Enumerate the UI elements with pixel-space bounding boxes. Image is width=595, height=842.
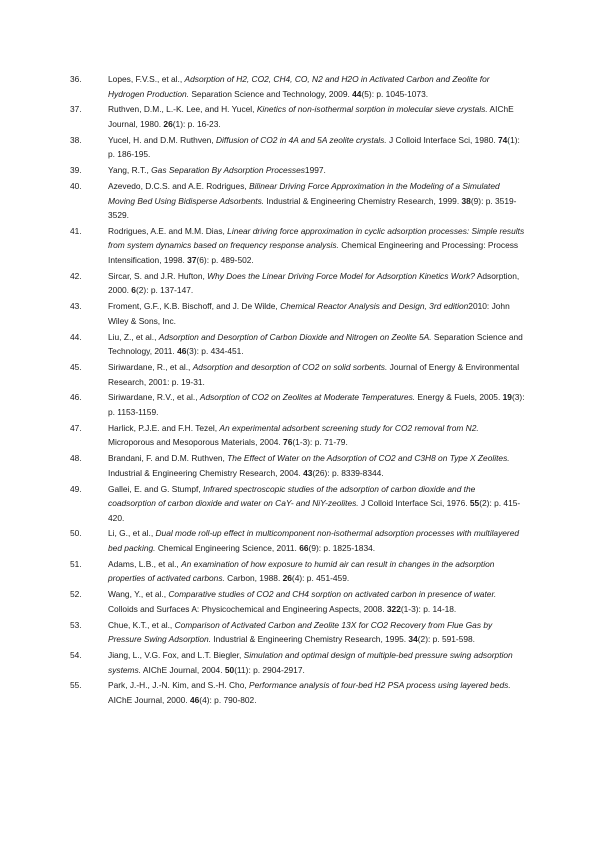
- reference-authors: Li, G., et al.,: [108, 528, 156, 539]
- reference-source: Adsorption, 2000.: [108, 270, 520, 296]
- reference-pages: (11): p. 2904-2917.: [234, 664, 305, 675]
- reference-title: The Effect of Water on the Adsorption of CO2 and C3H8 on Type X Zeolites.: [227, 453, 510, 464]
- reference-title: Chemical Reactor Analysis and Design, 3rd edition: [280, 301, 469, 312]
- reference-source: Industrial & Engineering Chemistry Research, 1995.: [211, 634, 409, 645]
- reference-volume: 76: [283, 437, 293, 448]
- reference-title: Linear driving force approximation in cyclic adsorption processes: Simple results from system dynamics based on frequency response analysis.: [108, 225, 525, 251]
- reference-authors: Ruthven, D.M., L.-K. Lee, and H. Yucel,: [108, 104, 257, 115]
- reference-title: Kinetics of non-isothermal sorption in molecular sieve crystals.: [256, 104, 488, 115]
- reference-authors: Harlick, P.J.E. and F.H. Tezel,: [108, 422, 220, 433]
- reference-title: Infrared spectroscopic studies of the adsorption of carbon dioxide and the coadsorption of carbon dioxide and water on CaY- and NiY-zeolites.: [108, 483, 476, 509]
- reference-number: 53.: [70, 619, 82, 630]
- reference-text: [108, 650, 513, 675]
- reference-text: [108, 392, 525, 417]
- reference-authors: Lopes, F.V.S., et al.,: [108, 74, 185, 84]
- reference-volume: 46: [189, 694, 200, 705]
- reference-entry: [70, 557, 525, 586]
- reference-authors: Froment, G.F., K.B. Bischoff, and J. De Wilde,: [108, 301, 281, 312]
- reference-authors: Siriwardane, R., et al.,: [108, 362, 193, 373]
- reference-title: Dual mode roll-up effect in multicomponent non-isothermal adsorption processes with multilayered bed packing.: [108, 528, 520, 553]
- reference-source: Energy & Fuels, 2005.: [415, 392, 503, 403]
- reference-number: 55.: [70, 680, 82, 691]
- reference-entry: [70, 390, 525, 419]
- reference-source: 1997.: [304, 165, 326, 176]
- reference-entry: [70, 587, 525, 616]
- reference-authors: Brandani, F. and D.M. Ruthven,: [108, 453, 228, 464]
- reference-entry: [70, 678, 525, 707]
- reference-text: [108, 528, 519, 553]
- reference-text: [108, 271, 519, 296]
- reference-entry: [70, 224, 525, 268]
- reference-volume: 19: [502, 392, 512, 403]
- reference-text: [108, 226, 524, 265]
- reference-authors: Gallei, E. and G. Stumpf,: [108, 483, 203, 494]
- reference-text: [108, 181, 516, 220]
- reference-volume: 26: [163, 118, 173, 129]
- reference-entry: [70, 451, 525, 480]
- reference-title: Adsorption of CO2 on Zeolites at Moderate Temperatures.: [199, 392, 416, 403]
- reference-pages: (3): p. 1153-1159.: [108, 392, 525, 417]
- reference-volume: 55: [469, 498, 480, 509]
- reference-authors: Azevedo, D.C.S. and A.E. Rodrigues,: [108, 181, 250, 192]
- reference-list: [70, 72, 525, 709]
- reference-source: Journal of Energy & Environmental Research, 2001: p. 19-31.: [108, 362, 520, 387]
- reference-volume: 50: [224, 664, 235, 675]
- reference-number: 48.: [70, 453, 82, 464]
- reference-number: 45.: [70, 362, 82, 373]
- reference-source: Microporous and Mesoporous Materials, 2004.: [108, 437, 284, 448]
- reference-number: 49.: [70, 483, 82, 494]
- reference-authors: Liu, Z., et al.,: [108, 331, 159, 342]
- reference-text: [108, 559, 494, 584]
- reference-pages: (2): p. 591-598.: [417, 634, 476, 645]
- reference-number: 41.: [70, 225, 82, 236]
- reference-number: 37.: [70, 104, 82, 115]
- reference-number: 39.: [70, 165, 82, 176]
- reference-source: Chemical Engineering and Processing: Process Intensification, 1998.: [108, 240, 519, 265]
- reference-number: 50.: [70, 528, 82, 539]
- reference-authors: Sircar, S. and J.R. Hufton,: [108, 270, 208, 281]
- reference-source: Carbon, 1988.: [224, 573, 283, 584]
- reference-source: Industrial & Engineering Chemistry Research, 1999.: [264, 195, 462, 206]
- reference-source: AIChE Journal, 2000.: [108, 694, 190, 705]
- reference-number: 47.: [70, 422, 82, 433]
- reference-authors: Chue, K.T., et al.,: [108, 619, 175, 630]
- reference-volume: 38: [461, 195, 471, 206]
- reference-volume: 44: [352, 88, 362, 99]
- reference-volume: 34: [408, 634, 418, 645]
- reference-entry: [70, 648, 525, 677]
- reference-pages: (1): p. 16-23.: [172, 118, 221, 129]
- reference-volume: 74: [497, 134, 508, 145]
- reference-title: Bilinear Driving Force Approximation in the Modeling of a Simulated Moving Bed Using Bidisperse Adsorbents.: [108, 181, 500, 206]
- reference-text: [108, 453, 510, 478]
- reference-title: Comparative studies of CO2 and CH4 sorption on activated carbon in presence of water.: [168, 589, 497, 600]
- reference-entry: [70, 72, 525, 101]
- reference-entry: [70, 299, 525, 328]
- reference-entry: [70, 526, 525, 555]
- reference-entry: [70, 269, 525, 298]
- reference-entry: [70, 421, 525, 450]
- reference-number: 36.: [70, 74, 82, 84]
- reference-title: An experimental adsorbent screening study for CO2 removal from N2.: [219, 422, 479, 433]
- reference-source: Separation Science and Technology, 2009.: [189, 88, 353, 99]
- reference-authors: Siriwardane, R.V., et al.,: [108, 392, 200, 403]
- reference-authors: Wang, Y., et al.,: [108, 589, 169, 600]
- reference-number: 54.: [70, 650, 82, 661]
- reference-pages: (2): p. 137-147.: [135, 285, 194, 296]
- reference-authors: Jiang, L., V.G. Fox, and L.T. Biegler,: [108, 650, 244, 661]
- reference-pages: (4): p. 451-459.: [291, 573, 350, 584]
- reference-title: Simulation and optimal design of multiple-bed pressure swing adsorption systems.: [108, 650, 513, 675]
- reference-source: AIChE Journal, 2004.: [141, 664, 225, 675]
- reference-title: Why Does the Linear Driving Force Model for Adsorption Kinetics Work?: [207, 270, 475, 281]
- reference-pages: (9): p. 3519-3529.: [108, 195, 517, 221]
- reference-title: Diffusion of CO2 in 4A and 5A zeolite crystals.: [216, 134, 387, 145]
- reference-source: Colloids and Surfaces A: Physicochemical and Engineering Aspects, 2008.: [108, 603, 387, 614]
- reference-title: Adsorption and Desorption of Carbon Dioxide and Nitrogen on Zeolite 5A.: [158, 331, 432, 342]
- reference-number: 38.: [70, 134, 82, 145]
- reference-number: 44.: [70, 331, 82, 342]
- reference-entry: [70, 360, 525, 389]
- reference-text: [108, 135, 520, 160]
- reference-text: [108, 484, 520, 523]
- reference-authors: Park, J.-H., J.-N. Kim, and S.-H. Cho,: [108, 680, 250, 691]
- reference-number: 51.: [70, 558, 82, 569]
- reference-text: [108, 620, 492, 645]
- reference-title: Gas Separation By Adsorption Processes: [151, 165, 305, 176]
- reference-entry: [70, 330, 525, 359]
- reference-source: 2010: John Wiley & Sons, Inc.: [108, 301, 510, 326]
- reference-text: [108, 362, 519, 387]
- reference-source: Industrial & Engineering Chemistry Research, 2004.: [108, 467, 304, 478]
- reference-source: J Colloid Interface Sci, 1976.: [358, 498, 470, 509]
- reference-entry: [70, 102, 525, 131]
- reference-pages: (1): p. 186-195.: [108, 134, 520, 160]
- reference-title: Comparison of Activated Carbon and Zeolite 13X for CO2 Recovery from Flue Gas by Pressure Swing Adsorption.: [108, 619, 493, 645]
- reference-pages: (26): p. 8339-8344.: [312, 467, 384, 478]
- reference-pages: (5): p. 1045-1073.: [361, 88, 429, 99]
- reference-title: Adsorption of H2, CO2, CH4, CO, N2 and H2O in Activated Carbon and Zeolite for Hydrogen Production.: [108, 74, 490, 99]
- reference-text: [108, 589, 496, 614]
- reference-volume: 66: [299, 542, 309, 553]
- reference-entry: [70, 163, 525, 178]
- reference-pages: (4): p. 790-802.: [199, 694, 257, 705]
- reference-volume: 37: [187, 254, 197, 265]
- reference-volume: 46: [177, 346, 187, 357]
- reference-pages: (2): p. 415-420.: [108, 498, 521, 523]
- reference-volume: 26: [282, 573, 292, 584]
- reference-pages: (1-3): p. 14-18.: [400, 603, 457, 614]
- reference-text: [108, 332, 523, 357]
- reference-entry: [70, 179, 525, 223]
- reference-number: 46.: [70, 392, 82, 403]
- reference-pages: (3): p. 434-451.: [186, 346, 244, 357]
- reference-source: AIChE Journal, 1980.: [108, 104, 514, 129]
- reference-pages: (1-3): p. 71-79.: [292, 437, 348, 448]
- reference-text: [108, 301, 510, 326]
- reference-number: 52.: [70, 589, 82, 600]
- reference-text: [108, 423, 479, 448]
- reference-authors: Adams, L.B., et al.,: [108, 558, 182, 569]
- reference-pages: (6): p. 489-502.: [196, 254, 254, 265]
- reference-number: 40.: [70, 181, 82, 192]
- reference-source: Chemical Engineering Science, 2011.: [155, 542, 300, 553]
- reference-volume: 6: [131, 285, 136, 296]
- reference-volume: 322: [386, 603, 401, 614]
- reference-number: 43.: [70, 301, 82, 312]
- reference-title: Adsorption and desorption of CO2 on solid sorbents.: [192, 362, 388, 373]
- reference-text: [108, 104, 514, 129]
- reference-authors: Rodrigues, A.E. and M.M. Dias,: [108, 225, 228, 236]
- reference-number: 42.: [70, 270, 82, 281]
- reference-text: [108, 74, 490, 99]
- reference-pages: (9): p. 1825-1834.: [308, 542, 376, 553]
- reference-entry: [70, 133, 525, 162]
- reference-title: An examination of how exposure to humid air can result in changes in the adsorption properties of activated carbons.: [108, 558, 495, 584]
- reference-authors: Yang, R.T.,: [108, 165, 152, 176]
- reference-title: Performance analysis of four-bed H2 PSA process using layered beds.: [249, 680, 511, 691]
- reference-entry: [70, 618, 525, 647]
- reference-source: J Colloid Interface Sci, 1980.: [386, 134, 498, 145]
- reference-text: [108, 165, 326, 175]
- reference-authors: Yucel, H. and D.M. Ruthven,: [108, 134, 216, 145]
- reference-volume: 43: [303, 467, 313, 478]
- reference-text: [108, 680, 511, 705]
- reference-entry: [70, 482, 525, 526]
- reference-source: Separation Science and Technology, 2011.: [108, 331, 523, 357]
